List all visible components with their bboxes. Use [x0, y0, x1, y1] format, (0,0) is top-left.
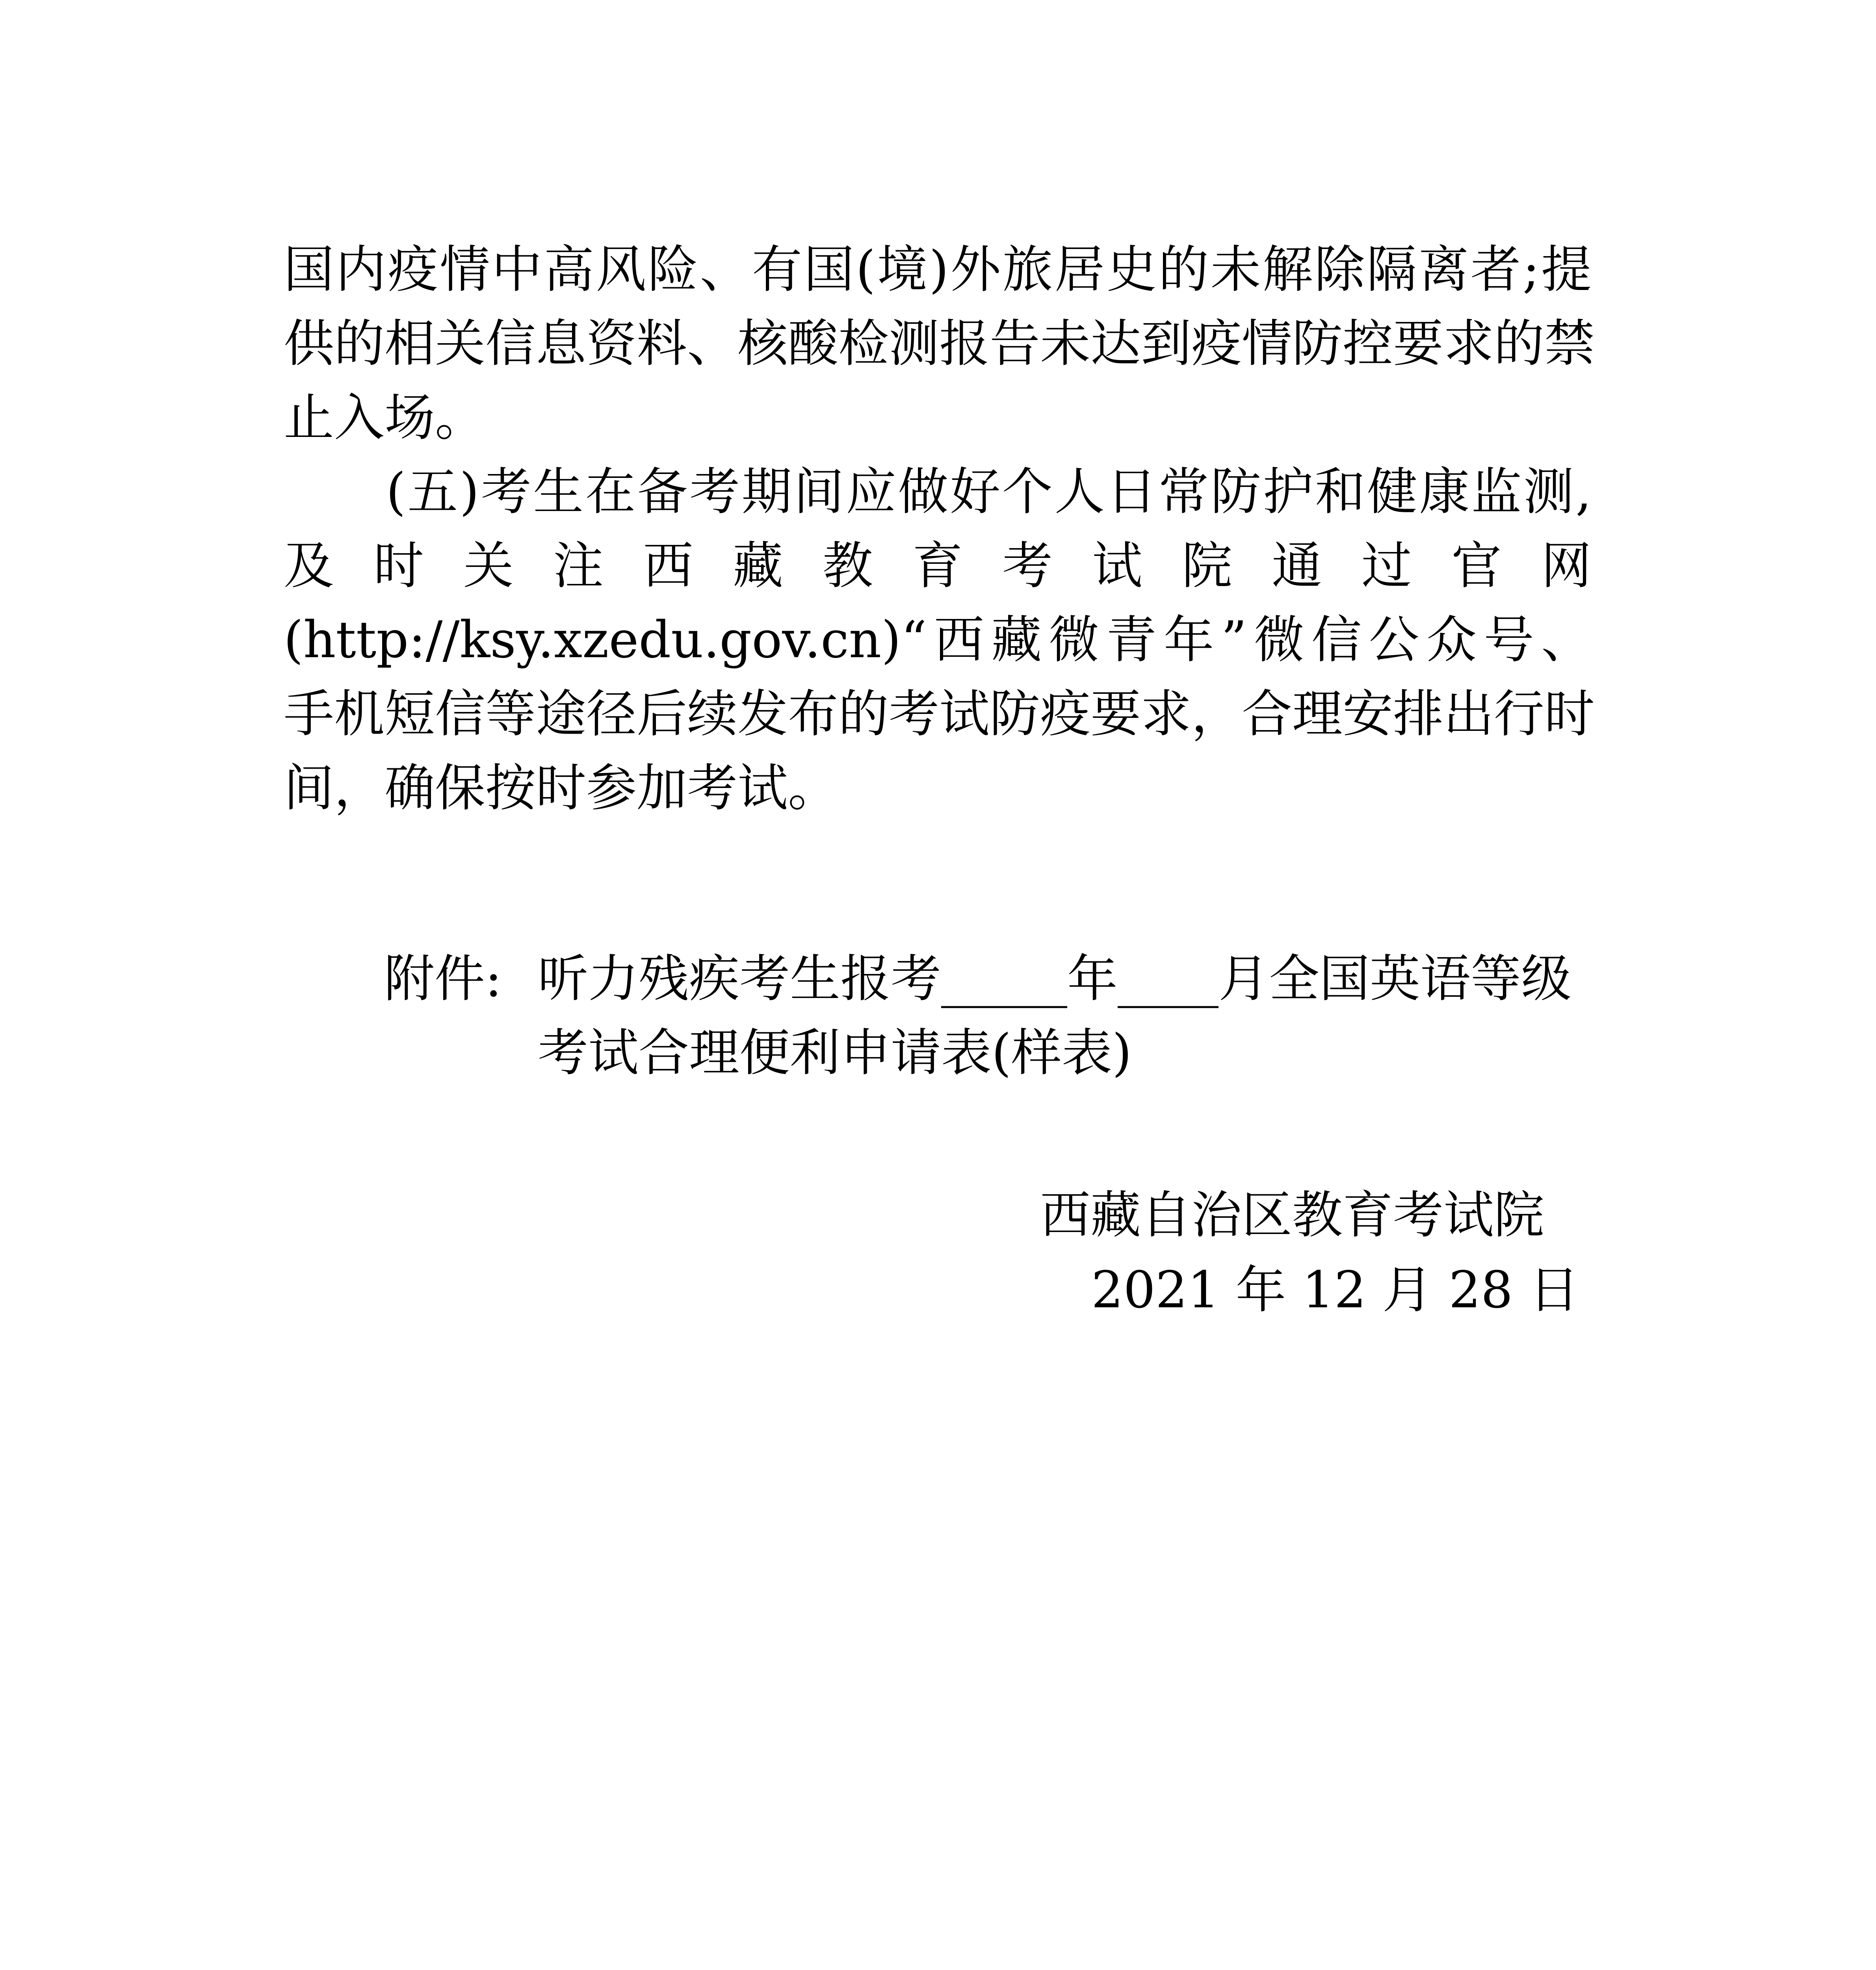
signature-date: 2021 年 12 月 28 日 — [1091, 1261, 1579, 1320]
body-text-line: 及时关注西藏教育考试院通过官网 — [284, 537, 1592, 595]
signature-organization: 西藏自治区教育考试院 — [1040, 1186, 1545, 1245]
body-text-line: (五)考生在备考期间应做好个人日常防护和健康监测, — [386, 463, 1592, 521]
attachment-label: 附件: — [384, 950, 502, 1008]
attachment-title: 考试合理便利申请表(样表) — [538, 1024, 1132, 1082]
body-text-line: 手机短信等途径后续发布的考试防疫要求，合理安排出行时 — [284, 685, 1595, 743]
body-text-line: 国内疫情中高风险、有国(境)外旅居史的未解除隔离者;提 — [284, 240, 1592, 299]
body-text-line: (http://ksy.xzedu.gov.cn)“西藏微青年”微信公众号、 — [284, 611, 1592, 669]
body-text-line: 间，确保按时参加考试。 — [284, 759, 839, 818]
body-text-line: 止入场。 — [284, 388, 486, 447]
attachment-title: 听力残疾考生报考_____年____月全国英语等级 — [538, 950, 1572, 1008]
body-text-line: 供的相关信息资料、核酸检测报告未达到疫情防控要求的禁 — [284, 314, 1595, 373]
